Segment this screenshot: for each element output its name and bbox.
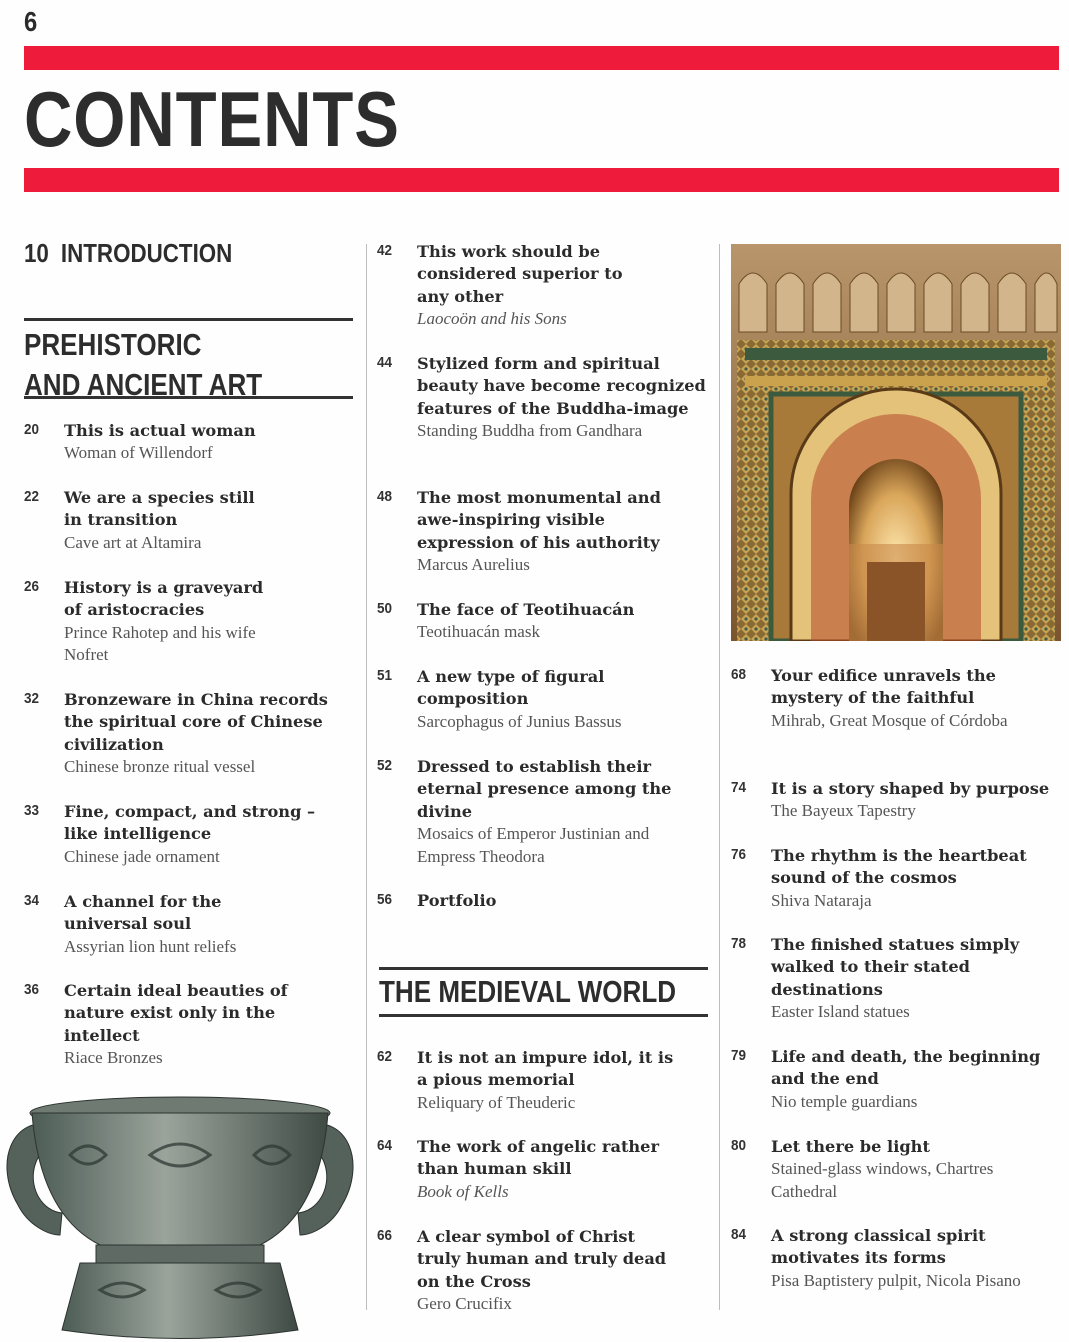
entry-title: A clear symbol of Christ truly human and truly dead on the Cross: [417, 1227, 667, 1291]
entry-page-number: 50: [377, 600, 393, 617]
toc-entry[interactable]: [731, 1136, 1031, 1203]
entry-subtitle: Gero Crucifix: [417, 1294, 512, 1314]
section-title-line-1: PREHISTORIC: [24, 327, 202, 362]
toc-entry[interactable]: [377, 353, 707, 443]
entry-subtitle: Prince Rahotep and his wife Nofret: [64, 622, 256, 665]
toc-entry[interactable]: [24, 891, 284, 958]
entry-page-number: 42: [377, 242, 393, 259]
toc-entry[interactable]: [377, 1226, 677, 1316]
entry-subtitle: Standing Buddha from Gandhara: [417, 421, 643, 441]
entry-subtitle: Easter Island statues: [771, 1002, 910, 1022]
entry-subtitle: Laocoön and his Sons: [417, 309, 567, 329]
entry-page-number: 64: [377, 1137, 393, 1154]
entry-title: Stylized form and spiritual beauty have become recognized features of the Buddha-image: [417, 354, 706, 418]
entry-page-number: 68: [731, 666, 747, 683]
entry-page-number: 62: [377, 1048, 393, 1065]
entry-title: The work of angelic rather than human skill: [417, 1137, 660, 1179]
entry-subtitle: Marcus Aurelius: [417, 555, 530, 575]
toc-entry[interactable]: [24, 689, 354, 779]
entry-subtitle: Sarcophagus of Junius Bassus: [417, 711, 622, 731]
entry-page-number: 79: [731, 1047, 747, 1064]
entry-subtitle: Reliquary of Theuderic: [417, 1092, 576, 1112]
entry-title: Fine, compact, and strong – like intelligence: [64, 802, 316, 844]
entry-subtitle: Nio temple guardians: [771, 1091, 918, 1111]
column-divider-2: [719, 244, 720, 1310]
entry-page-number: 26: [24, 578, 40, 595]
entry-title: We are a species still in transition: [64, 488, 255, 530]
toc-entry[interactable]: [731, 778, 1061, 823]
entry-title: Portfolio: [417, 891, 497, 910]
entry-subtitle: Chinese jade ornament: [64, 846, 220, 866]
entry-page-number: 78: [731, 935, 747, 952]
column-divider-1: [366, 244, 367, 1310]
toc-entry[interactable]: [24, 487, 274, 554]
entry-title: Bronzeware in China records the spiritual core of Chinese civilization: [64, 690, 328, 754]
entry-subtitle: Teotihuacán mask: [417, 622, 540, 642]
toc-entry[interactable]: [24, 577, 286, 667]
entry-subtitle: Assyrian lion hunt reliefs: [64, 936, 237, 956]
entry-page-number: 80: [731, 1137, 747, 1154]
entry-subtitle: Chinese bronze ritual vessel: [64, 757, 256, 777]
entry-title: This work should be considered superior to any other: [417, 242, 623, 306]
entry-page-number: 66: [377, 1227, 393, 1244]
toc-entry[interactable]: [377, 1047, 677, 1114]
entry-title: Your edifice unravels the mystery of the faithful: [771, 666, 996, 708]
entry-title: A strong classical spirit motivates its forms: [771, 1226, 986, 1268]
toc-entry[interactable]: [377, 756, 697, 868]
entry-page-number: 48: [377, 488, 393, 505]
bronze-vessel-photo: [0, 1085, 360, 1342]
entry-title: History is a graveyard of aristocracies: [64, 578, 264, 620]
entry-subtitle: Mihrab, Great Mosque of Córdoba: [771, 710, 1008, 730]
entry-subtitle: Woman of Willendorf: [64, 443, 213, 463]
toc-entry[interactable]: [377, 666, 677, 733]
entry-subtitle: Stained-glass windows, Chartres Cathedral: [771, 1159, 994, 1201]
section-title-medieval: THE MEDIEVAL WORLD: [379, 974, 677, 1009]
toc-entry[interactable]: [377, 890, 697, 912]
entry-subtitle: Cave art at Altamira: [64, 532, 202, 552]
entry-title: The finished statues simply walked to their stated destinations: [771, 935, 1020, 999]
toc-entry[interactable]: [731, 665, 1059, 732]
entry-title: Dressed to establish their eternal presence among the divine: [417, 757, 672, 821]
page-number: 6: [24, 6, 38, 37]
entry-title: This is actual woman: [64, 421, 256, 440]
red-band-top: [24, 46, 1059, 70]
entry-page-number: 74: [731, 779, 747, 796]
red-band-bottom: [24, 168, 1059, 192]
entry-page-number: 32: [24, 690, 40, 707]
entry-title: A channel for the universal soul: [64, 892, 222, 934]
toc-entry[interactable]: [24, 420, 354, 465]
entry-subtitle: Pisa Baptistery pulpit, Nicola Pisano: [771, 1270, 1021, 1290]
entry-subtitle: Riace Bronzes: [64, 1048, 163, 1068]
entry-title: Life and death, the beginning and the end: [771, 1047, 1041, 1089]
section-prehistoric: [24, 318, 353, 402]
entry-page-number: 44: [377, 354, 393, 371]
entry-title: Let there be light: [771, 1137, 930, 1156]
entry-page-number: 56: [377, 891, 393, 908]
intro-label: INTRODUCTION: [60, 238, 233, 268]
intro-entry[interactable]: [24, 238, 232, 269]
entry-title: Certain ideal beauties of nature exist only in the intellect: [64, 981, 288, 1045]
entry-page-number: 52: [377, 757, 393, 774]
intro-page-number: 10: [24, 238, 49, 268]
entry-title: A new type of figural composition: [417, 667, 605, 709]
mihrab-photo: [731, 244, 1061, 641]
section-title-line-2: AND ANCIENT ART: [24, 367, 263, 402]
toc-entry[interactable]: [731, 845, 1041, 912]
toc-entry[interactable]: [731, 1046, 1061, 1113]
section-medieval: [379, 967, 708, 1017]
entry-page-number: 36: [24, 981, 40, 998]
toc-entry[interactable]: [377, 487, 707, 577]
entry-page-number: 76: [731, 846, 747, 863]
toc-entry[interactable]: [731, 1225, 1031, 1292]
entry-title: It is not an impure idol, it is a pious memorial: [417, 1048, 674, 1090]
toc-entry[interactable]: [731, 934, 1036, 1024]
entry-subtitle: The Bayeux Tapestry: [771, 801, 916, 821]
toc-entry[interactable]: [377, 599, 707, 644]
entry-title: The face of Teotihuacán: [417, 600, 635, 619]
entry-subtitle: Book of Kells: [417, 1181, 509, 1201]
page-title: CONTENTS: [24, 75, 400, 163]
entry-page-number: 51: [377, 667, 393, 684]
entry-page-number: 84: [731, 1226, 747, 1243]
entry-page-number: 20: [24, 421, 40, 438]
toc-entry[interactable]: [24, 980, 324, 1070]
entry-title: The rhythm is the heartbeat sound of the cosmos: [771, 846, 1027, 888]
toc-entry[interactable]: [377, 1136, 697, 1203]
entry-subtitle: Mosaics of Emperor Justinian and Empress Theodora: [417, 824, 650, 866]
entry-title: It is a story shaped by purpose: [771, 779, 1050, 798]
entry-subtitle: Shiva Nataraja: [771, 890, 872, 910]
entry-page-number: 22: [24, 488, 40, 505]
entry-title: The most monumental and awe-inspiring visible expression of his authority: [417, 488, 661, 552]
entry-page-number: 34: [24, 892, 40, 909]
toc-entry[interactable]: [377, 241, 637, 331]
toc-entry[interactable]: [24, 801, 324, 868]
entry-page-number: 33: [24, 802, 40, 819]
